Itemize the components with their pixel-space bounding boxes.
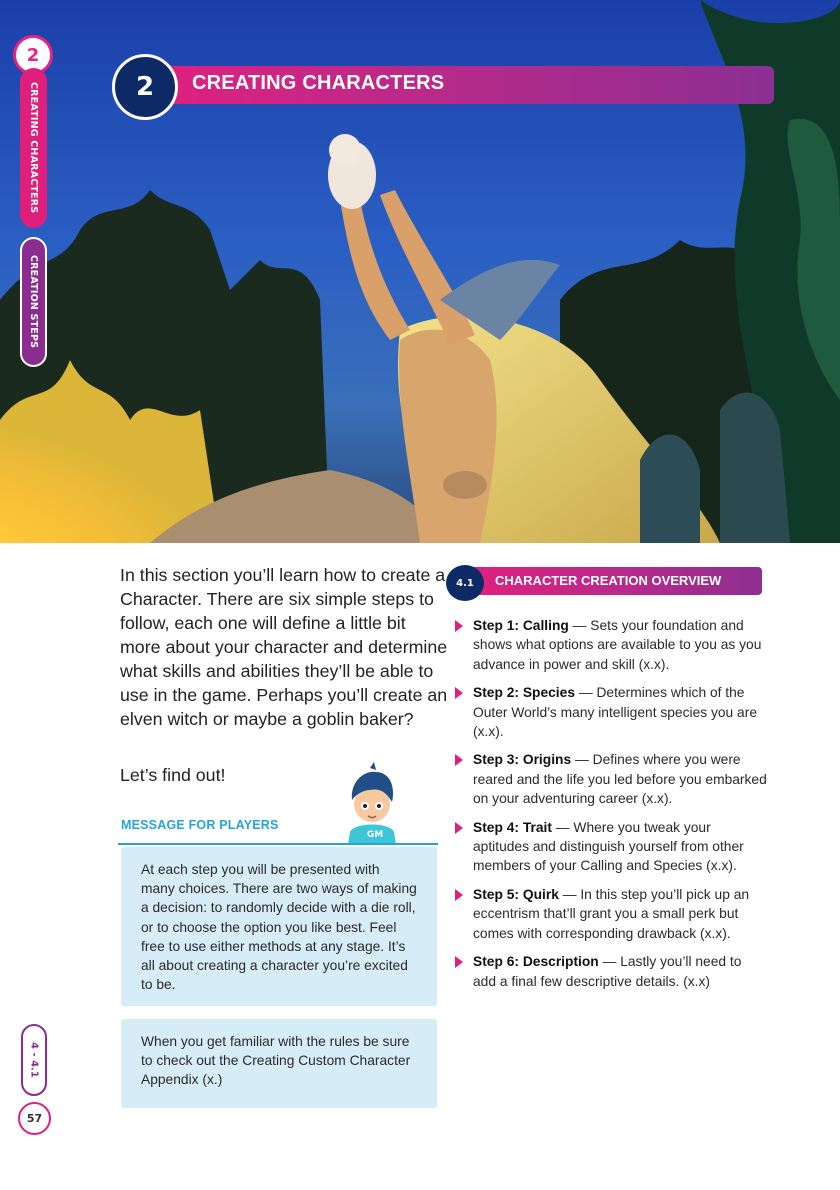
step-label: Step 6: Description (473, 954, 599, 970)
list-item (455, 818, 767, 876)
side-tab-section-label: CREATION STEPS (28, 255, 39, 349)
section-number-badge (446, 565, 484, 601)
list-item (455, 885, 767, 943)
gm-badge (360, 825, 390, 841)
intro-closing: Let’s find out! (120, 765, 226, 785)
section-number: 4.1 (456, 577, 474, 589)
step-text: — Determines which of the Outer World’s many intelligent species you are (x.x). (473, 685, 757, 740)
message-box-2-text: When you get familiar with the rules be sure to check out the Creating Custom Character Appendix (x.) (141, 1034, 411, 1088)
message-box-1 (121, 847, 437, 1006)
side-tab-creating-characters[interactable] (20, 68, 47, 228)
list-item (455, 683, 767, 741)
section-title: CHARACTER CREATION OVERVIEW (495, 573, 722, 588)
chapter-number: 2 (135, 72, 155, 102)
chapter-number-badge (112, 54, 178, 120)
message-box-2 (121, 1019, 437, 1108)
step-label: Step 2: Species (473, 685, 575, 701)
side-chapter-number: 2 (26, 44, 40, 66)
step-label: Step 3: Origins (473, 752, 572, 768)
step-text: — Lastly you’ll need to add a final few descriptive details. (x.x) (473, 954, 742, 989)
list-item (455, 750, 767, 808)
step-text: — Where you tweak your aptitudes and distinguish yourself from other members of your Calling and Species (x.x). (473, 819, 744, 874)
step-text: — Defines where you were reared and the life you led before you embarked on your adventuring career (x.x). (473, 752, 767, 807)
page-number: 57 (18, 1102, 51, 1135)
message-box-1-text: At each step you will be presented with many choices. There are two ways of making a decision: to randomly decide with a die roll, or to choose the option you like best. Feel free to use either methods at any stage. It’s all about creating a character you’re excited to be. (141, 862, 417, 993)
side-tab-chapter-label: CREATING CHARACTERS (28, 82, 39, 214)
list-item (455, 616, 767, 674)
side-tab-creation-steps[interactable] (20, 237, 47, 367)
list-item (455, 952, 767, 991)
creation-steps-list (455, 616, 767, 1000)
gm-badge-text: GM (366, 830, 384, 840)
step-text: — In this step you’ll pick up an eccentrism that’ll grant you a small perk but comes with corresponding drawback (x.x). (473, 886, 750, 941)
message-title: MESSAGE FOR PLAYERS (121, 818, 279, 832)
message-divider (118, 843, 438, 845)
step-label: Step 1: Calling (473, 618, 569, 633)
chapter-title: CREATING CHARACTERS (192, 72, 445, 94)
step-text: — Sets your foundation and shows what options are available to you as you advance in power and skill (x.x). (473, 618, 762, 672)
step-label: Step 5: Quirk (473, 886, 559, 902)
page-range-tab[interactable] (21, 1024, 47, 1096)
intro-paragraph: In this section you’ll learn how to create a Character. There are six simple steps to follow, each one will define a little bit more about your character and determine what skills and abilities they’ll be able to use in the game. Perhaps you’ll create an elven witch or maybe a goblin baker? (120, 565, 448, 729)
step-label: Step 4: Trait (473, 819, 552, 835)
page-range-label: 4 - 4.1 (28, 1042, 40, 1078)
